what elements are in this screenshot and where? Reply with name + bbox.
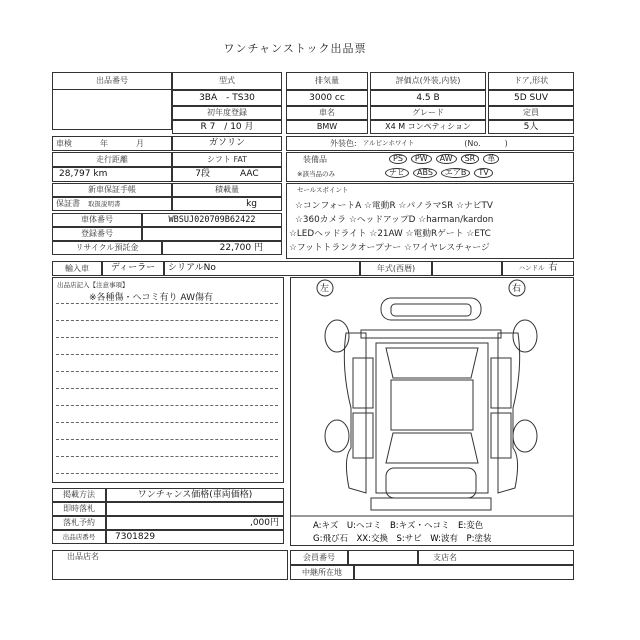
dealer-no-label: 出品店番号 [52,530,106,544]
equipment-item: ナビ [385,168,409,178]
door-label: ドア,形状 [488,72,574,90]
sales-line-3: ☆LEDヘッドライト ☆21AW ☆電動Rゲート ☆ETC [289,229,491,239]
equipment-item: PS [389,154,407,164]
method-value: ワンチャンス価格(車両価格) [106,488,284,502]
sales-line-1: ☆コンフォートA ☆電動R ☆パノラマSR ☆ナビTV [295,201,493,211]
legend-line-1: A:キズ U:ヘコミ B:キズ・ヘコミ E:変色 [313,521,484,531]
equipment-item: TV [474,168,492,178]
legend-line-2: G:飛び石 XX:交換 S:サビ W:波有 P:塗装 [313,534,492,544]
exterior-color: 外装色: アルピンホワイト (No. ) [286,136,574,151]
load-label: 積載量 [172,183,282,197]
equip-label: 装備品 [303,155,327,164]
reg-value [142,227,282,241]
capacity-label: 定員 [488,106,574,120]
diagram-right-label: 右 [512,284,522,294]
lot-label: 出品番号 [52,72,172,90]
shop-name-box: 出品店名 [52,550,288,580]
handle-box: ハンドル 右 [502,261,574,276]
sales-points-box [286,183,574,259]
grade-value: X4 M コンペティション [370,120,486,134]
shift-label: シフト FAT [172,152,282,167]
shift-value: 7段 AAC [172,167,282,182]
equipment-item: AW [436,154,457,164]
score-label: 評価点(外装,内装) [370,72,486,90]
chassis-value: WBSUJ020709B62422 [142,213,282,227]
notes-line-1: ※各種傷・ヘコミ有り AW傷有 [89,293,213,303]
manual-label: 新車保証手帳 [52,183,172,197]
score-value: 4.5 B [370,90,486,106]
start-value [106,502,284,516]
member-value [348,550,418,565]
recycle-value: 22,700 円 [162,241,282,255]
chassis-label: 車体番号 [52,213,142,227]
door-value: 5D SUV [488,90,574,106]
branch-label: 支店名 [418,550,574,565]
notes-header: 出品店記入【注意事項】 [57,281,129,289]
reserve-label: 落札予約 [52,516,106,530]
equipment-item: 革 [483,154,499,164]
model-label: 型式 [172,72,282,90]
load-value: kg [172,197,282,211]
model-value: 3BA - TS30 [172,90,282,106]
sales-line-2: ☆360カメラ ☆ヘッドアップD ☆harman/kardon [295,215,494,225]
reg-label: 登録番号 [52,227,142,241]
capacity-value: 5人 [488,120,574,134]
notes-box [52,277,284,483]
displacement-value: 3000 cc [286,90,368,106]
page-title: ワンチャンストック出品票 [223,42,367,55]
year-label: 年式(西暦) [360,261,432,276]
recycle-label: リサイクル預託金 [52,241,162,255]
mediator-value [354,565,574,580]
equip-note: ※該当品のみ [297,170,335,178]
equipment-item: PW [411,154,432,164]
start-label: 即時落札 [52,502,106,516]
serial-value: シリアルNo [164,261,360,276]
equipment-item: SR [461,154,480,164]
equipment-item: エアB [441,168,471,178]
equip-row1 [387,154,501,164]
equipment-box [286,152,574,182]
mediator-label: 中継所在地 [290,565,354,580]
lot-value [52,90,172,130]
first-reg-value: R 7 / 10 月 [172,120,282,134]
fuel-value: ガソリン [172,136,282,151]
first-reg-label: 初年度登録 [172,106,282,120]
inspection-label: 車検 年 月 [52,136,172,151]
warranty-box: 保証書 取扱説明書 [52,197,172,211]
equip-row2 [383,168,495,178]
mileage-value: 28,797 km [52,167,172,182]
displacement-label: 排気量 [286,72,368,90]
member-label: 会員番号 [290,550,348,565]
diagram-left-label: 左 [320,284,330,294]
sales-label: セールスポイント [297,186,349,194]
mileage-label: 走行距離 [52,152,172,167]
damage-diagram-box [290,277,574,546]
grade-label: グレード [370,106,486,120]
method-label: 掲載方法 [52,488,106,502]
reserve-value: ,000円 [106,516,284,530]
dealer-value: ディーラー [102,261,164,276]
year-value [432,261,502,276]
dealer-no-value: 7301829 [106,530,284,544]
maker-value: BMW [286,120,368,134]
sales-line-4: ☆フットトランクオープナー ☆ワイヤレスチャージ [289,243,490,253]
maker-label: 車名 [286,106,368,120]
equipment-item: ABS [413,168,437,178]
car-diagram [291,278,573,545]
import-label: 輸入車 [52,261,102,276]
